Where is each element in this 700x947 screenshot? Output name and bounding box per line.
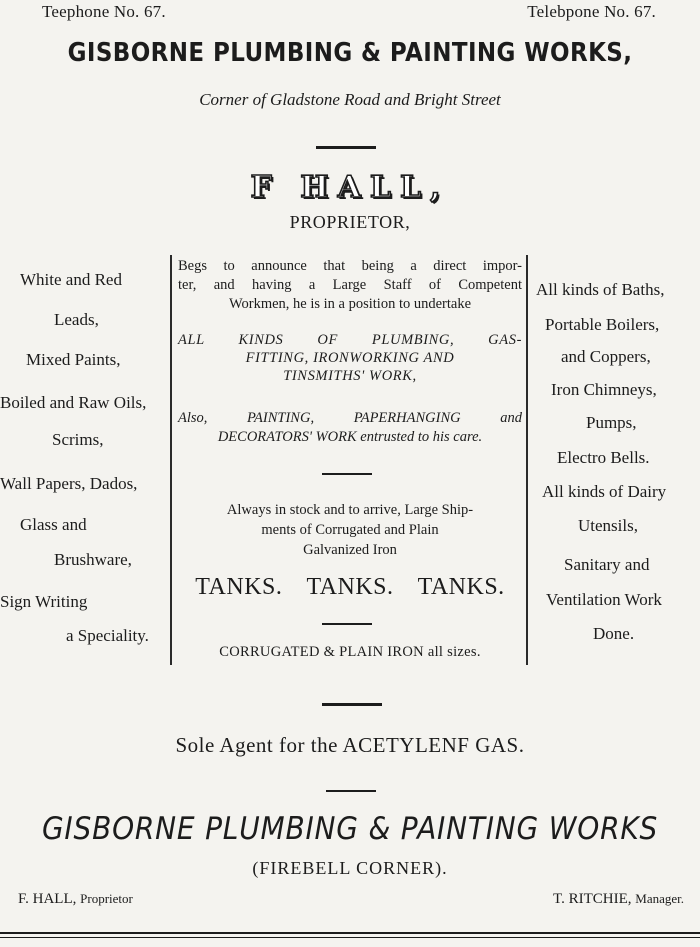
footer-location: (FIREBELL CORNER).	[252, 858, 448, 878]
left-column-item: Boiled and Raw Oils,	[0, 393, 147, 412]
painting-services-text: Also, PAINTING, PAPERHANGING and DECORATORS' WORK entrusted to his care.	[178, 410, 522, 445]
bottom-border-rule-thin	[0, 937, 700, 938]
divider-rule	[322, 703, 382, 706]
left-column-item: Leads,	[54, 310, 99, 329]
footer-proprietor	[18, 891, 133, 908]
right-column-item: All kinds of Baths,	[536, 280, 665, 299]
proprietor-name: F HALL,	[250, 170, 450, 205]
business-title: GISBORNE PLUMBING & PAINTING WORKS,	[67, 38, 633, 68]
right-column-item: Done.	[593, 624, 635, 643]
left-column-item: Mixed Paints,	[26, 350, 121, 369]
footer-proprietor-name: F. HALL,	[18, 891, 77, 907]
left-column-divider	[170, 255, 172, 665]
right-column-divider	[526, 255, 528, 665]
tanks-heading: TANKS. TANKS. TANKS.	[195, 574, 505, 600]
left-column-item: Scrims,	[52, 430, 104, 449]
right-column-item: Pumps,	[586, 413, 637, 432]
divider-rule	[326, 790, 376, 792]
footer-manager	[553, 891, 684, 908]
stock-text: Always in stock and to arrive, Large Ship- ments of Corrugated and Plain Galvanized Iron	[226, 502, 474, 558]
right-column-item: Sanitary and	[564, 555, 650, 574]
divider-rule	[316, 146, 376, 149]
right-column-item: Utensils,	[578, 516, 638, 535]
right-column-item: Portable Boilers,	[545, 315, 660, 334]
footer-manager-label: Manager.	[635, 891, 684, 906]
left-column-item: Sign Writing	[0, 592, 88, 611]
left-column-item: Brushware,	[54, 550, 132, 569]
right-column-item: All kinds of Dairy	[542, 482, 667, 501]
left-column-item: a Speciality.	[66, 626, 149, 645]
divider-rule	[322, 623, 372, 625]
left-telephone-number: Teephone No. 67.	[42, 2, 166, 21]
right-column-item: Ventilation Work	[546, 590, 662, 609]
corrugated-iron-text: CORRUGATED & PLAIN IRON all sizes.	[219, 644, 481, 660]
sole-agent-notice: Sole Agent for the ACETYLENF GAS.	[175, 733, 525, 757]
footer-business-title: GISBORNE PLUMBING & PAINTING WORKS	[41, 810, 659, 847]
left-column-item: White and Red	[20, 270, 122, 289]
footer-proprietor-label: Proprietor	[80, 891, 133, 906]
bottom-border-rule	[0, 932, 700, 934]
proprietor-role: PROPRIETOR,	[289, 212, 411, 232]
divider-rule	[322, 473, 372, 475]
right-column-item: Iron Chimneys,	[551, 380, 657, 399]
services-text: ALL KINDS OF PLUMBING, GAS- FITTING, IRONWORKING AND TINSMITHS' WORK,	[178, 332, 522, 384]
business-address: Corner of Gladstone Road and Bright Street	[199, 90, 501, 109]
footer-manager-name: T. RITCHIE,	[553, 891, 632, 907]
left-column-item: Glass and	[20, 515, 87, 534]
left-column-item: Wall Papers, Dados,	[0, 474, 138, 493]
right-column-item: Electro Bells.	[557, 448, 650, 467]
right-column-item: and Coppers,	[561, 347, 651, 366]
right-telephone-number: Telebpone No. 67.	[527, 2, 656, 21]
announcement-text: Begs to announce that being a direct impor- ter, and having a Large Staff of Competent Workmen, he is in a position to undertake	[178, 258, 522, 312]
